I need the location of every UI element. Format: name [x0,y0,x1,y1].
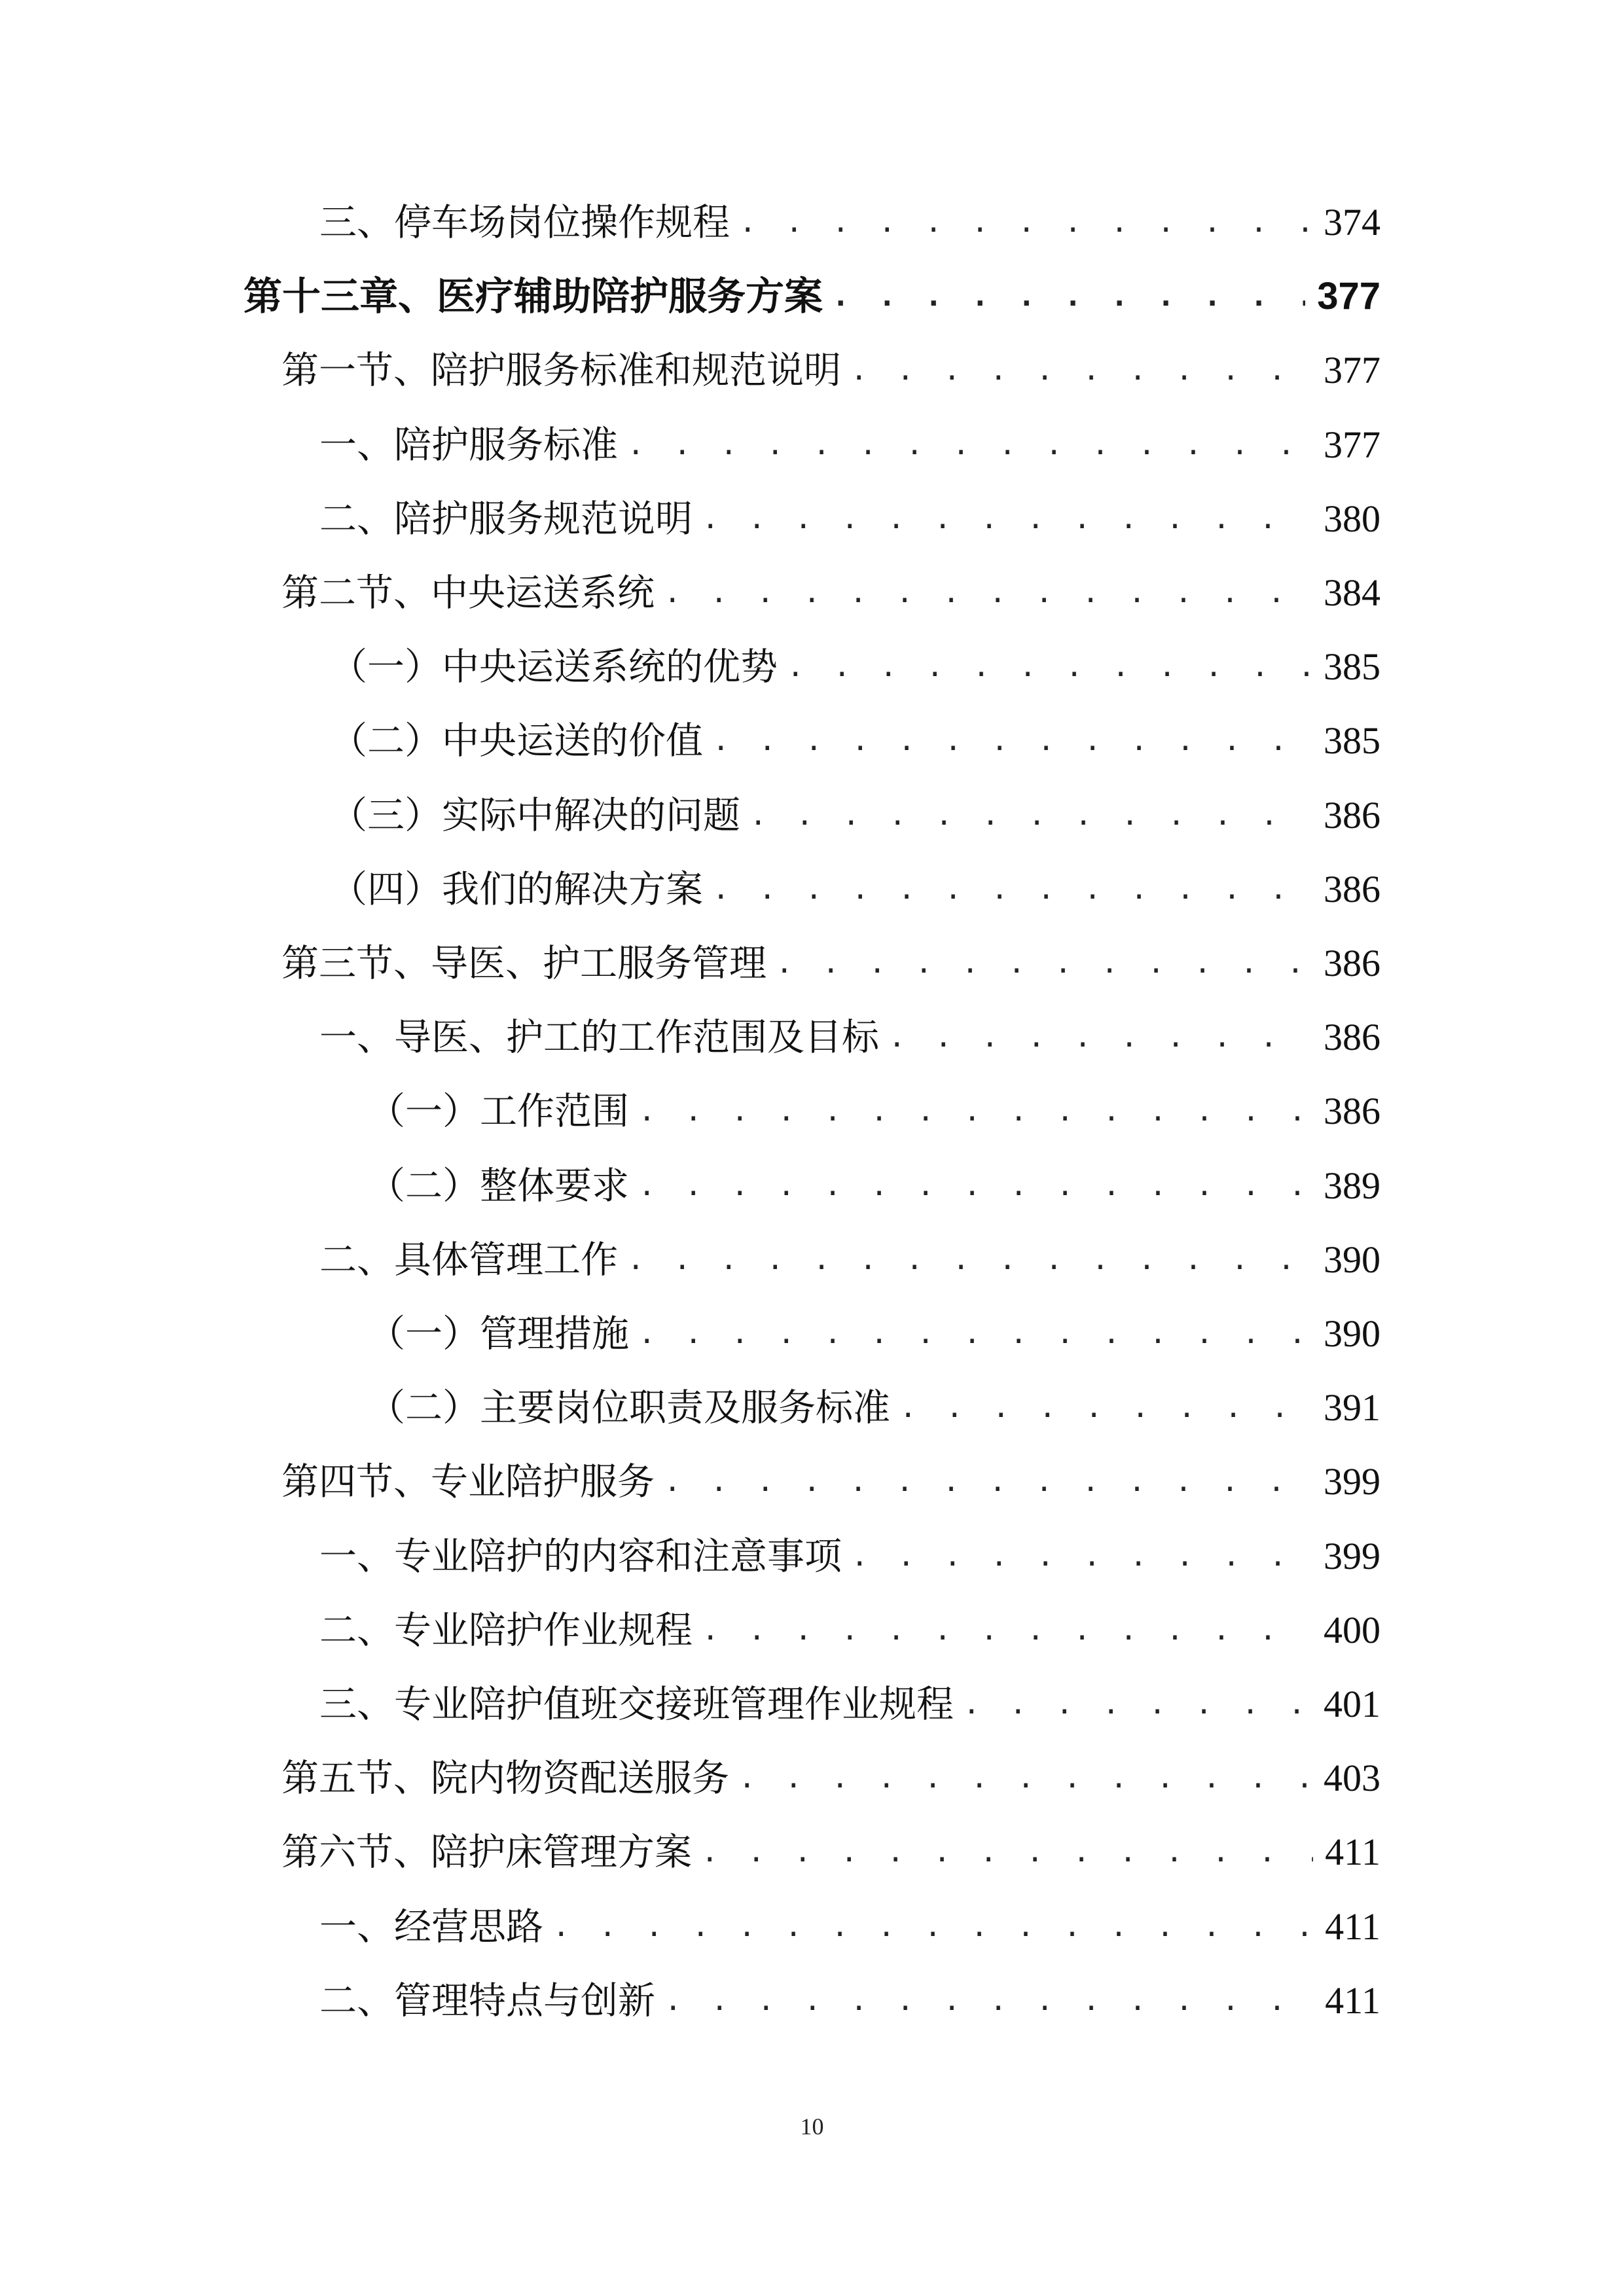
toc-entry-page: 386 [1324,868,1380,910]
toc-entry-page: 411 [1325,1979,1380,2022]
dot-leader [851,1524,1312,1589]
dot-leader [638,1079,1312,1144]
dot-leader [627,412,1312,478]
toc-entry-page: 400 [1324,1609,1380,1651]
dot-leader [701,1820,1313,1885]
dot-leader [702,486,1312,552]
dot-leader [712,857,1312,922]
toc-entry-section[interactable] [281,1746,1380,1811]
dot-leader [712,708,1312,774]
toc-entry-page: 377 [1324,423,1380,466]
toc-entry-page: 386 [1324,1016,1380,1058]
toc-entry-subsection[interactable] [330,708,1380,774]
toc-entry-subsection[interactable] [330,857,1380,922]
toc-entry-section[interactable] [281,338,1380,403]
toc-entry-page: 403 [1324,1757,1380,1799]
toc-entry-title: 第五节、院内物资配送服务 [281,1757,729,1800]
toc-entry-page: 374 [1324,201,1380,243]
toc-entry-title: 第六节、陪护床管理方案 [281,1831,692,1874]
toc-entry-title: （一）工作范围 [368,1090,629,1133]
toc-entry[interactable] [319,1894,1380,1960]
toc-entry-title: 第三节、导医、护工服务管理 [281,942,767,985]
toc-entry[interactable] [319,486,1380,552]
toc-entry-page: 390 [1324,1238,1380,1281]
toc-entry[interactable] [319,1524,1380,1589]
dot-leader [664,560,1312,626]
dot-leader [899,1375,1312,1441]
dot-leader [738,1746,1312,1811]
toc-entry-page: 385 [1324,645,1380,688]
toc-entry[interactable] [319,1598,1380,1663]
toc-entry-section[interactable] [281,1820,1380,1885]
toc-entry-page: 401 [1324,1683,1380,1725]
dot-leader [627,1227,1312,1293]
toc-entry-title: （四）我们的解决方案 [330,868,703,911]
toc-entry-title: 一、陪护服务标准 [319,423,618,467]
dot-leader [638,1153,1312,1219]
toc-entry-page: 399 [1324,1460,1380,1503]
toc-entry-page: 386 [1324,1090,1380,1132]
toc-entry-title: 一、专业陪护的内容和注意事项 [319,1535,842,1578]
toc-entry-subsection[interactable] [330,783,1380,848]
dot-leader [664,1968,1313,2034]
toc-entry-page: 390 [1324,1312,1380,1355]
toc-entry-title: 第二节、中央运送系统 [281,571,655,615]
toc-entry-subsection[interactable] [368,1375,1380,1441]
toc-entry[interactable] [319,1672,1380,1737]
toc-entry-page: 386 [1324,942,1380,984]
dot-leader [664,1449,1312,1515]
dot-leader [888,1005,1312,1070]
toc-entry-page: 391 [1324,1386,1380,1429]
toc-entry[interactable] [319,1005,1380,1070]
toc-entry-page: 377 [1324,349,1380,391]
toc-entry-title: （三）实际中解决的问题 [330,794,740,837]
toc-entry-title: （一）管理措施 [368,1312,629,1355]
toc-entry-page: 385 [1324,719,1380,762]
toc-entry-title: 一、导医、护工的工作范围及目标 [319,1016,879,1059]
toc-entry-title: 第一节、陪护服务标准和规范说明 [281,349,841,392]
dot-leader [702,1598,1312,1663]
toc-entry-title: 三、专业陪护值班交接班管理作业规程 [319,1683,954,1726]
toc-entry-title: 三、停车场岗位操作规程 [319,201,730,244]
toc-entry-chapter[interactable] [244,264,1380,329]
toc-entry[interactable] [319,190,1380,255]
toc-entry-title: 二、管理特点与创新 [319,1979,655,2022]
toc-entry-subsection[interactable] [368,1153,1380,1219]
toc-entry-section[interactable] [281,931,1380,996]
toc-entry[interactable] [319,1227,1380,1293]
toc-entry-subsection[interactable] [368,1079,1380,1144]
toc-entry-page: 384 [1324,571,1380,614]
toc-entry-title: 一、经营思路 [319,1905,543,1948]
dot-leader [749,783,1312,848]
toc-entry-title: （一）中央运送系统的优势 [330,645,778,689]
toc-entry-title: 二、陪护服务规范说明 [319,497,693,541]
dot-leader [963,1672,1312,1737]
toc-entry[interactable] [319,412,1380,478]
toc-entry-page: 380 [1324,497,1380,540]
toc-entry-title: 二、具体管理工作 [319,1238,618,1282]
dot-leader [787,634,1312,700]
dot-leader [832,264,1305,329]
toc-entry-title: （二）中央运送的价值 [330,719,703,762]
toc-entry-title: （二）主要岗位职责及服务标准 [368,1386,890,1429]
dot-leader [776,931,1312,996]
toc-entry-page: 386 [1324,794,1380,836]
dot-leader [850,338,1312,403]
dot-leader [552,1894,1313,1960]
dot-leader [638,1301,1312,1367]
toc-entry-page: 411 [1325,1831,1380,1873]
toc-entry-subsection[interactable] [368,1301,1380,1367]
toc-entry-title: 第十三章、医疗辅助陪护服务方案 [244,274,823,319]
toc-entry-page: 389 [1324,1164,1380,1207]
toc-entry-title: 第四节、专业陪护服务 [281,1460,655,1503]
toc-entry-section[interactable] [281,560,1380,626]
toc-entry-page: 411 [1325,1905,1380,1948]
toc-entry-page: 377 [1317,275,1380,317]
toc-entry-section[interactable] [281,1449,1380,1515]
dot-leader [739,190,1312,255]
toc-entry[interactable] [319,1968,1380,2034]
toc-entry-title: （二）整体要求 [368,1164,629,1208]
toc-entry-subsection[interactable] [330,634,1380,700]
page-number: 10 [800,2113,824,2140]
toc-entry-page: 399 [1324,1535,1380,1577]
toc-entry-title: 二、专业陪护作业规程 [319,1609,693,1652]
